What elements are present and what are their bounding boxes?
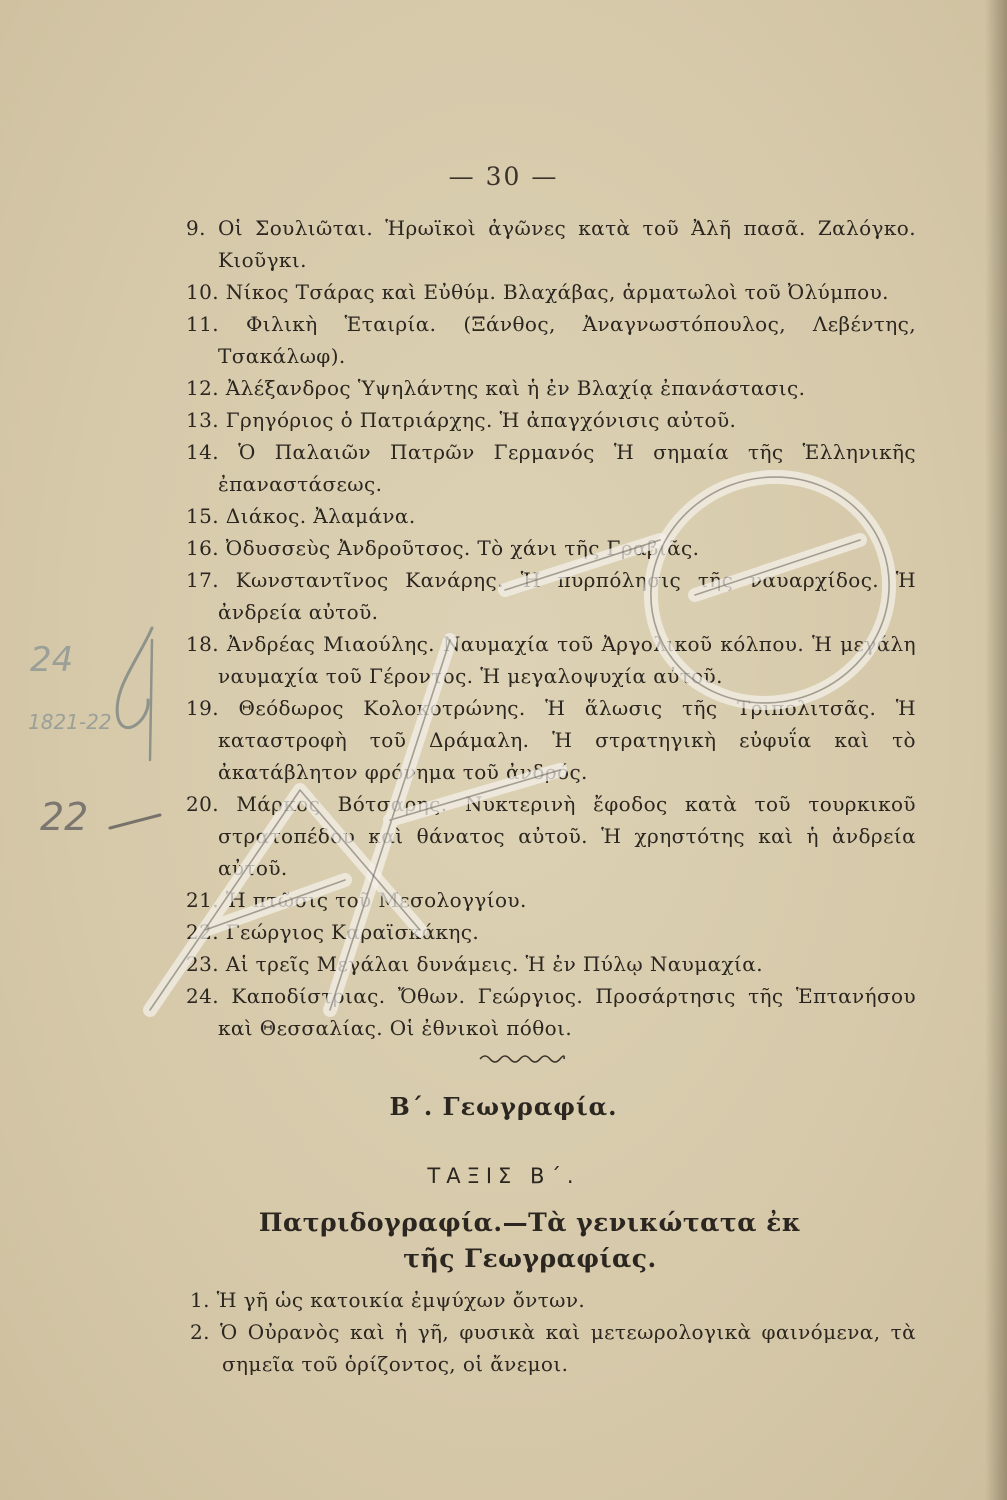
item-number: 2. xyxy=(190,1320,210,1344)
list-item xyxy=(186,500,916,532)
list-item xyxy=(186,436,916,500)
list-item xyxy=(186,564,916,628)
item-text: Κωνσταντῖνος Κανάρης. Ἡ πυρπόλησις τῆς ναυαρχίδος. Ἡ ἀνδρεία αὐτοῦ. xyxy=(218,568,916,624)
list-item xyxy=(186,916,916,948)
item-number: 24. xyxy=(186,984,220,1008)
item-number: 17. xyxy=(186,568,220,592)
list-item xyxy=(190,1316,916,1380)
item-text: Γεώργιος Καραϊσκάκης. xyxy=(225,920,480,944)
item-number: 21. xyxy=(186,888,220,912)
item-number: 18. xyxy=(186,632,220,656)
item-text: Διάκος. Ἀλαμάνα. xyxy=(225,504,416,528)
item-number: 19. xyxy=(186,696,220,720)
subject-title: Πατριδογραφία.—Τὰ γενικώτατα ἐκ τῆς Γεωγραφίας. xyxy=(258,1208,802,1273)
list-item xyxy=(186,948,916,980)
list-item xyxy=(186,628,916,692)
list-item xyxy=(190,1284,916,1316)
list-item xyxy=(186,212,916,276)
item-number: 14. xyxy=(186,440,220,464)
item-number: 20. xyxy=(186,792,220,816)
item-text: Ἡ γῆ ὡς κατοικία ἐμψύχων ὄντων. xyxy=(216,1288,586,1312)
item-text: Ὀδυσσεὺς Ἀνδροῦτσος. Τὸ χάνι τῆς Γραβιᾶς. xyxy=(225,536,700,560)
item-number: 16. xyxy=(186,536,220,560)
item-text: Γρηγόριος ὁ Πατριάρχης. Ἡ ἀπαγχόνισις αὐτοῦ. xyxy=(225,408,737,432)
list-item xyxy=(186,308,916,372)
item-number: 10. xyxy=(186,280,220,304)
geography-topics-list xyxy=(190,1284,916,1380)
margin-note-1821: 1821-22 xyxy=(28,710,112,734)
list-item xyxy=(186,404,916,436)
list-item xyxy=(186,788,916,884)
item-number: 15. xyxy=(186,504,220,528)
list-item xyxy=(186,372,916,404)
item-number: 12. xyxy=(186,376,220,400)
item-number: 1. xyxy=(190,1288,210,1312)
item-text: Ὁ Οὐρανὸς καὶ ἡ γῆ, φυσικὰ καὶ μετεωρολογικὰ φαινόμενα, τὰ σημεῖα τοῦ ὁρίζοντος, οἱ ἄνεμοι. xyxy=(220,1320,916,1376)
list-item xyxy=(186,980,916,1044)
item-number: 9. xyxy=(186,216,206,240)
item-number: 22. xyxy=(186,920,220,944)
item-text: Θεόδωρος Κολοκοτρώνης. Ἡ ἅλωσις τῆς Τριπολιτσᾶς. Ἡ καταστροφὴ τοῦ Δράμαλη. Ἡ στρατηγικὴ εὐφυΐα καὶ τὸ ἀκατάβλητον φρόνημα τοῦ ἀνδρός. xyxy=(218,696,916,784)
item-number: 13. xyxy=(186,408,220,432)
wavy-divider xyxy=(478,1052,566,1066)
item-text: Καποδίστριας. Ὄθων. Γεώργιος. Προσάρτησις τῆς Ἑπτανήσου καὶ Θεσσαλίας. Οἱ ἐθνικοὶ πόθοι. xyxy=(218,984,916,1040)
item-number: 23. xyxy=(186,952,220,976)
item-text: Ἀλέξανδρος Ὑψηλάντης καὶ ἡ ἐν Βλαχίᾳ ἐπανάστασις. xyxy=(225,376,806,400)
item-text: Ὁ Παλαιῶν Πατρῶν Γερμανός Ἡ σημαία τῆς Ἑλληνικῆς ἐπαναστάσεως. xyxy=(218,440,917,496)
item-text: Μάρκος Βότσαρης. Νυκτερινὴ ἔφοδος κατὰ τοῦ τουρκικοῦ στρατοπέδου καὶ θάνατος αὐτοῦ. Ἡ χρηστότης καὶ ἡ ἀνδρεία αὐτοῦ. xyxy=(218,792,916,880)
item-text: Αἱ τρεῖς Μεγάλαι δυνάμεις. Ἡ ἐν Πύλῳ Ναυμαχία. xyxy=(225,952,763,976)
item-number: 11. xyxy=(186,312,220,336)
item-text: Νίκος Τσάρας καὶ Εὐθύμ. Βλαχάβας, ἁρματωλοὶ τοῦ Ὀλύμπου. xyxy=(225,280,889,304)
margin-note-22: 22 xyxy=(40,795,89,839)
list-item xyxy=(186,532,916,564)
item-text: Φιλικὴ Ἑταιρία. (Ξάνθος, Ἀναγνωστόπουλος, Λεβέντης, Τσακάλωφ). xyxy=(218,312,916,368)
list-item xyxy=(186,276,916,308)
item-text: Ἀνδρέας Μιαούλης. Ναυμαχία τοῦ Ἀργολικοῦ κόλπου. Ἡ μεγάλη ναυμαχία τοῦ Γέροντος. Ἡ μεγαλοψυχία αὐτοῦ. xyxy=(218,632,916,688)
list-item xyxy=(186,884,916,916)
class-heading: ΤΑΞΙΣ Β΄. xyxy=(427,1164,580,1188)
list-item xyxy=(186,692,916,788)
section-title: Β΄. Γεωγραφία. xyxy=(389,1092,618,1121)
item-text: Ἡ πτῶσις τοῦ Μεσολογγίου. xyxy=(225,888,527,912)
page-number: — 30 — xyxy=(448,162,559,191)
page-edge-shadow xyxy=(985,0,1007,1500)
item-text: Οἱ Σουλιῶται. Ἡρωϊκοὶ ἀγῶνες κατὰ τοῦ Ἀλῆ πασᾶ. Ζαλόγκο. Κιοῦγκι. xyxy=(218,216,916,272)
history-topics-list xyxy=(186,212,916,1044)
margin-note-24: 24 xyxy=(30,640,74,680)
